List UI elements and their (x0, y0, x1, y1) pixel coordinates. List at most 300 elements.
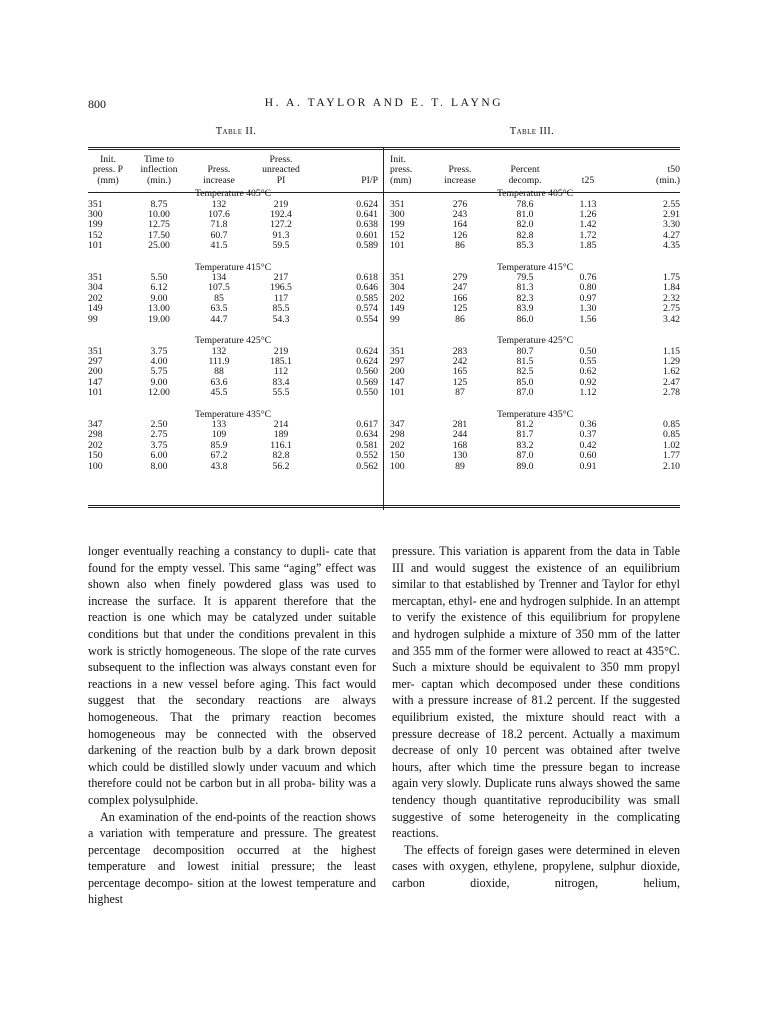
table-row (88, 388, 378, 398)
table-row (390, 294, 680, 304)
table-top-rule-outer (88, 147, 680, 148)
temperature-label: Temperature 425°C (194, 335, 272, 347)
table-cell: 0.634 (356, 429, 378, 441)
table-cell: 3.42 (663, 313, 680, 325)
table-cell: 0.560 (356, 366, 378, 378)
table-cell: 1.75 (663, 272, 680, 284)
table-cell: 1.84 (663, 282, 680, 294)
table-row (390, 283, 680, 293)
body-paragraph: An examination of the end-points of the reaction shows a variation with temperature and pressure. The greatest percentage decomposition occurred at the highest temperature and lowest initial pressure; the least percentage decompo- sition at the lowest temperature and highest (88, 809, 376, 907)
table-cell: 0.36 (579, 418, 597, 430)
table-cell: 8.00 (150, 460, 168, 472)
table-cell: 0.85 (663, 418, 680, 430)
table-row (390, 388, 680, 398)
table-3-caption: Table III. (509, 126, 555, 137)
page-header (88, 97, 680, 113)
body-column-right (392, 543, 680, 891)
table-cell: 1.15 (663, 345, 680, 357)
group-spacer (88, 399, 378, 407)
temperature-row (390, 186, 680, 199)
temperature-row (88, 186, 378, 199)
table-2-col-header: Press. unreacted PI (262, 154, 300, 186)
table-cell: 6.12 (150, 282, 168, 294)
table-cell: 3.30 (663, 219, 680, 231)
table-cell: 202 (390, 292, 405, 304)
table-row (390, 347, 680, 357)
table-cell: 0.638 (356, 219, 378, 231)
table-cell: 0.552 (356, 450, 378, 462)
group-spacer (390, 252, 680, 260)
body-paragraph: pressure. This variation is apparent from the data in Table III and would suggest the existence of an equilibrium similar to that established by Trenner and Taylor for ethyl mercaptan, ethyl- ene and hydrogen sulphide. In an attempt to verify the existence of this equilibrium for propylene and hydrogen sulphide a mixture of 350 mm of the latter and 355 mm of the former were allowed to react at 435°C. Such a mixture should be equivalent to 350 mm propyl mer- captan which decomposed under these conditions with a pressure increase of 81.2 percent. If the suggested equilibrium existed, the mixture should react with a pressure decrease of 18.2 percent. Actually a maximum decrease of only 10 percent was obtained after twelve hours, after which time the pressure began to increase again very slowly. Duplicate runs always showed the same tendency though quantitative reproducibility was small suggestive of some heterogeneity in the complicating reactions. (392, 544, 680, 841)
table-cell: 351 (88, 198, 103, 210)
temperature-row (390, 333, 680, 346)
table-cell: 2.75 (663, 303, 680, 315)
table-cell: 2.91 (663, 209, 680, 221)
table-cell: 351 (390, 198, 405, 210)
table-cell: 56.2 (272, 460, 290, 472)
table-cell: 279 (452, 272, 468, 284)
table-cell: 147 (390, 376, 405, 388)
table-cell: 1.30 (579, 303, 597, 315)
table-cell: 0.97 (579, 292, 597, 304)
table-cell: 0.617 (356, 418, 378, 430)
body-column-left (88, 543, 376, 908)
table-row (390, 315, 680, 325)
table-cell: 82.8 (516, 229, 534, 241)
table-cell: 0.42 (579, 439, 597, 451)
table-cell: 0.550 (356, 387, 378, 399)
table-cell: 85.3 (516, 240, 534, 252)
table-cell: 88 (214, 366, 224, 378)
table-3-col-header: t50 (min.) (656, 164, 680, 186)
spacer-cell (390, 325, 680, 333)
table-row (88, 441, 378, 451)
table-cell: 116.1 (270, 439, 292, 451)
table-cell: 125 (452, 303, 468, 315)
table-row (88, 430, 378, 440)
table-cell: 82.5 (516, 366, 534, 378)
table-cell: 81.2 (516, 418, 534, 430)
table-row (390, 210, 680, 220)
table-cell: 304 (390, 282, 405, 294)
table-cell: 0.554 (356, 313, 378, 325)
table-cell: 214 (273, 418, 289, 430)
table-cell: 2.47 (663, 376, 680, 388)
table-cell: 0.601 (356, 229, 378, 241)
table-cell: 132 (211, 345, 227, 357)
table-cell: 304 (88, 282, 103, 294)
table-3 (390, 155, 680, 472)
table-cell: 13.00 (148, 303, 170, 315)
table-cell: 99 (390, 313, 400, 325)
table-cell: 0.37 (579, 429, 597, 441)
group-spacer (88, 252, 378, 260)
table-cell: 101 (88, 387, 103, 399)
group-spacer (390, 399, 680, 407)
table-cell: 0.624 (356, 198, 378, 210)
group-spacer (88, 325, 378, 333)
table-cell: 247 (452, 282, 468, 294)
table-row (88, 200, 378, 210)
table-cell: 4.35 (663, 240, 680, 252)
table-cell: 12.00 (148, 387, 170, 399)
body-paragraph: longer eventually reaching a constancy to dupli- cate that found for the empty vessel. This same “aging” effect was shown also when finely powdered glass was used to increase the surface. It is apparent therefore that the reaction is one which may be catalyzed under suitable conditions but that under the conditions prevalent in this work is strictly homogeneous. The slope of the rate curves subsequent to the inflection was always constant even for reactions in a new vessel before aging. This fact would suggest that the secondary reactions are always homogeneous. That the primary reaction becomes homogeneous may be connected with the observed darkening of the reaction bulb by a dark brown deposit which could be distilled slowly under vacuum and which therefore could not be carbon but in all proba- bility was a complex polysulphide. (88, 544, 376, 807)
table-cell: 149 (88, 303, 103, 315)
table-cell: 91.3 (272, 229, 290, 241)
table-2-col-header: Press. increase (203, 164, 235, 186)
table-cell: 152 (390, 229, 405, 241)
table-cell: 112 (273, 366, 289, 378)
table-row (390, 378, 680, 388)
spacer-cell (88, 399, 378, 407)
table-cell: 8.75 (150, 198, 168, 210)
temperature-row (88, 333, 378, 346)
table-cell: 168 (452, 439, 468, 451)
table-cell: 166 (452, 292, 468, 304)
table-cell: 71.8 (210, 219, 228, 231)
table-cell: 4.00 (150, 355, 168, 367)
table-cell: 111.9 (208, 355, 230, 367)
table-cell: 81.7 (516, 429, 534, 441)
table-cell: 219 (273, 198, 289, 210)
table-cell: 298 (390, 429, 405, 441)
table-cell: 63.6 (210, 376, 228, 388)
table-row (88, 210, 378, 220)
table-cell: 1.02 (663, 439, 680, 451)
table-cell: 1.13 (579, 198, 597, 210)
table-3-col-header: t25 (581, 174, 595, 186)
table-cell: 132 (211, 198, 227, 210)
table-cell: 0.562 (356, 460, 378, 472)
table-cell: 100 (88, 460, 103, 472)
table-cell: 130 (452, 450, 468, 462)
table-cell: 9.00 (150, 376, 168, 388)
table-row (390, 231, 680, 241)
table-cell: 276 (452, 198, 468, 210)
table-cell: 85.5 (272, 303, 290, 315)
table-row (390, 220, 680, 230)
table-cell: 43.8 (210, 460, 228, 472)
table-cell: 1.56 (579, 313, 597, 325)
temperature-label: Temperature 415°C (496, 261, 574, 273)
table-cell: 150 (88, 450, 103, 462)
table-cell: 2.55 (663, 198, 680, 210)
table-cell: 0.581 (356, 439, 378, 451)
table-cell: 81.5 (516, 355, 534, 367)
table-cell: 1.42 (579, 219, 597, 231)
table-cell: 152 (88, 229, 103, 241)
temperature-row (88, 260, 378, 273)
table-cell: 0.55 (579, 355, 597, 367)
table-cell: 82.3 (516, 292, 534, 304)
table-row (390, 420, 680, 430)
table-cell: 200 (88, 366, 103, 378)
table-cell: 217 (273, 272, 289, 284)
table-3-col-header: Percent decomp. (508, 164, 542, 186)
table-cell: 125 (452, 376, 468, 388)
table-cell: 351 (390, 345, 405, 357)
table-cell: 1.26 (579, 209, 597, 221)
table-2-col-header: Init. press. P (mm) (92, 154, 124, 186)
temperature-label: Temperature 435°C (194, 408, 272, 420)
temperature-row (390, 407, 680, 420)
table-2-col-header: Time to inflection (min.) (140, 154, 178, 186)
table-cell: 2.10 (663, 460, 680, 472)
table-cell: 242 (452, 355, 468, 367)
table-cell: 60.7 (210, 229, 228, 241)
table-2 (88, 155, 378, 472)
table-cell: 12.75 (148, 219, 170, 231)
table-2-caption: Table II. (215, 126, 257, 137)
table-row (88, 231, 378, 241)
table-cell: 0.60 (579, 450, 597, 462)
table-cell: 300 (390, 209, 405, 221)
table-cell: 199 (390, 219, 405, 231)
table-cell: 0.50 (579, 345, 597, 357)
table-row (390, 462, 680, 472)
table-cell: 78.6 (516, 198, 534, 210)
table-cell: 45.5 (210, 387, 228, 399)
table-cell: 2.50 (150, 418, 168, 430)
table-row (390, 367, 680, 377)
table-cell: 59.5 (272, 240, 290, 252)
table-cell: 63.5 (210, 303, 228, 315)
temperature-label: Temperature 425°C (496, 335, 574, 347)
table-cell: 202 (88, 292, 103, 304)
table-cell: 85.9 (210, 439, 228, 451)
table-cell: 85.0 (516, 376, 534, 388)
table-row (88, 462, 378, 472)
table-row (88, 357, 378, 367)
table-cell: 189 (273, 429, 289, 441)
table-cell: 127.2 (270, 219, 292, 231)
table-3-col-header: Init. press. (mm) (390, 154, 413, 186)
table-cell: 101 (88, 240, 103, 252)
table-cell: 0.80 (579, 282, 597, 294)
table-cell: 86 (455, 313, 465, 325)
table-cell: 79.5 (516, 272, 534, 284)
table-cell: 0.92 (579, 376, 597, 388)
temperature-row (88, 407, 378, 420)
table-cell: 86 (455, 240, 465, 252)
table-cell: 89 (455, 460, 465, 472)
table-cell: 192.4 (270, 209, 292, 221)
table-cell: 347 (390, 418, 405, 430)
group-spacer (390, 325, 680, 333)
table-cell: 86.0 (516, 313, 534, 325)
table-row (390, 357, 680, 367)
table-cell: 1.77 (663, 450, 680, 462)
table-separator-rule (383, 148, 384, 510)
table-row (88, 315, 378, 325)
table-cell: 150 (390, 450, 405, 462)
table-cell: 2.78 (663, 387, 680, 399)
table-cell: 83.4 (272, 376, 290, 388)
table-cell: 281 (452, 418, 468, 430)
table-cell: 147 (88, 376, 103, 388)
table-cell: 83.2 (516, 439, 534, 451)
table-3-body (390, 186, 680, 472)
table-cell: 67.2 (210, 450, 228, 462)
table-cell: 283 (452, 345, 468, 357)
spacer-cell (390, 252, 680, 260)
table-cell: 298 (88, 429, 103, 441)
table-cell: 3.75 (150, 345, 168, 357)
table-row (390, 441, 680, 451)
table-cell: 126 (452, 229, 468, 241)
table-cell: 202 (88, 439, 103, 451)
table-cell: 1.72 (579, 229, 597, 241)
table-3-header-row (390, 155, 680, 186)
table-cell: 244 (452, 429, 468, 441)
table-cell: 2.75 (150, 429, 168, 441)
table-cell: 5.75 (150, 366, 168, 378)
table-cell: 2.32 (663, 292, 680, 304)
table-cell: 82.8 (272, 450, 290, 462)
table-row (88, 378, 378, 388)
temperature-label: Temperature 405°C (496, 188, 574, 200)
table-bottom-rule-outer (88, 507, 680, 508)
table-cell: 99 (88, 313, 98, 325)
page-number: 800 (88, 97, 106, 111)
table-cell: 0.91 (579, 460, 597, 472)
table-cell: 165 (452, 366, 468, 378)
table-cell: 19.00 (148, 313, 170, 325)
table-bottom-rule-inner (88, 505, 680, 506)
table-cell: 297 (390, 355, 405, 367)
table-cell: 351 (88, 272, 103, 284)
table-cell: 0.624 (356, 355, 378, 367)
table-cell: 81.3 (516, 282, 534, 294)
table-row (88, 304, 378, 314)
spacer-cell (88, 252, 378, 260)
table-cell: 109 (211, 429, 227, 441)
table-cell: 25.00 (148, 240, 170, 252)
table-cell: 89.0 (516, 460, 534, 472)
table-2-body (88, 186, 378, 472)
table-cell: 0.585 (356, 292, 378, 304)
table-cell: 44.7 (210, 313, 228, 325)
table-cell: 1.29 (663, 355, 680, 367)
temperature-label: Temperature 435°C (496, 408, 574, 420)
table-cell: 134 (211, 272, 227, 284)
table-row (88, 273, 378, 283)
table-cell: 0.85 (663, 429, 680, 441)
table-cell: 117 (273, 292, 289, 304)
table-cell: 0.76 (579, 272, 597, 284)
table-cell: 297 (88, 355, 103, 367)
table-cell: 164 (452, 219, 468, 231)
table-cell: 1.85 (579, 240, 597, 252)
table-cell: 5.50 (150, 272, 168, 284)
table-row (88, 294, 378, 304)
table-cell: 87.0 (516, 450, 534, 462)
table-cell: 0.569 (356, 376, 378, 388)
running-head: H. A. TAYLOR AND E. T. LAYNG (264, 97, 504, 109)
table-cell: 55.5 (272, 387, 290, 399)
table-row (390, 241, 680, 251)
temperature-row (390, 260, 680, 273)
table-cell: 199 (88, 219, 103, 231)
table-cell: 54.3 (272, 313, 290, 325)
spacer-cell (88, 325, 378, 333)
table-cell: 41.5 (210, 240, 228, 252)
table-cell: 0.641 (356, 209, 378, 221)
table-2-header-row (88, 155, 378, 186)
table-row (88, 420, 378, 430)
table-cell: 80.7 (516, 345, 534, 357)
table-cell: 133 (211, 418, 227, 430)
table-row (390, 273, 680, 283)
table-cell: 0.62 (579, 366, 597, 378)
table-3-col-header: Press. increase (444, 164, 476, 186)
table-cell: 149 (390, 303, 405, 315)
table-row (88, 283, 378, 293)
table-row (88, 347, 378, 357)
table-cell: 87 (455, 387, 465, 399)
table-row (88, 367, 378, 377)
table-cell: 300 (88, 209, 103, 221)
table-cell: 100 (390, 460, 405, 472)
table-cell: 107.6 (208, 209, 230, 221)
table-cell: 200 (390, 366, 405, 378)
table-row (88, 451, 378, 461)
table-cell: 85 (214, 292, 224, 304)
table-cell: 101 (390, 240, 405, 252)
table-2-col-header: PI/P (361, 174, 378, 186)
table-cell: 3.75 (150, 439, 168, 451)
table-cell: 1.62 (663, 366, 680, 378)
table-cell: 0.624 (356, 345, 378, 357)
table-cell: 6.00 (150, 450, 168, 462)
table-cell: 4.27 (663, 229, 680, 241)
table-cell: 347 (88, 418, 103, 430)
table-cell: 0.589 (356, 240, 378, 252)
table-row (390, 304, 680, 314)
table-cell: 1.12 (579, 387, 597, 399)
table-cell: 196.5 (270, 282, 292, 294)
table-cell: 9.00 (150, 292, 168, 304)
table-cell: 107.5 (208, 282, 230, 294)
table-cell: 101 (390, 387, 405, 399)
table-cell: 219 (273, 345, 289, 357)
table-row (88, 220, 378, 230)
table-cell: 0.646 (356, 282, 378, 294)
table-cell: 83.9 (516, 303, 534, 315)
table-row (390, 200, 680, 210)
temperature-label: Temperature 415°C (194, 261, 272, 273)
table-cell: 0.574 (356, 303, 378, 315)
table-cell: 185.1 (270, 355, 292, 367)
table-cell: 87.0 (516, 387, 534, 399)
table-row (88, 241, 378, 251)
table-cell: 202 (390, 439, 405, 451)
table-row (390, 430, 680, 440)
table-cell: 10.00 (148, 209, 170, 221)
body-paragraph: The effects of foreign gases were determined in eleven cases with oxygen, ethylene, propylene, sulphur dioxide, carbon dioxide, nitrogen, helium, (392, 842, 680, 890)
table-cell: 351 (88, 345, 103, 357)
temperature-label: Temperature 405°C (194, 188, 272, 200)
table-row (390, 451, 680, 461)
table-top-rule-inner (88, 149, 680, 150)
table-cell: 81.0 (516, 209, 534, 221)
spacer-cell (390, 399, 680, 407)
table-cell: 17.50 (148, 229, 170, 241)
table-cell: 243 (452, 209, 468, 221)
table-cell: 351 (390, 272, 405, 284)
table-cell: 0.618 (356, 272, 378, 284)
table-cell: 82.0 (516, 219, 534, 231)
